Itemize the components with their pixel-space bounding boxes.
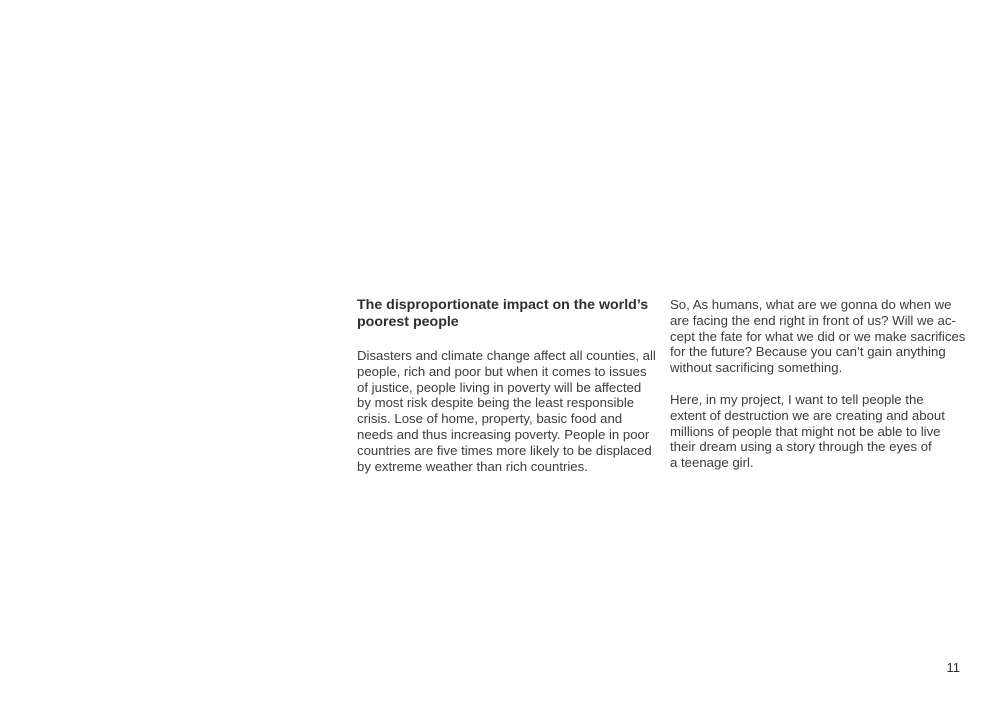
right-text-column — [670, 297, 966, 487]
paragraph-line: extent of destruction we are creating and about — [670, 407, 945, 423]
body-paragraph — [357, 348, 656, 474]
section-heading — [357, 297, 649, 331]
body-paragraph-2 — [670, 392, 962, 471]
heading-line: The disproportionate impact on the world’s — [357, 297, 649, 313]
paragraph-line: without sacrificing something. — [670, 360, 843, 376]
body-paragraph-1 — [670, 297, 966, 376]
paragraph-line: Here, in my project, I want to tell people the — [670, 391, 924, 407]
paragraph-line: crisis. Lose of home, property, basic food and — [357, 411, 623, 427]
paragraph-line: cept the fate for what we did or we make sacrifices — [670, 328, 966, 344]
paragraph-line: by most risk despite being the least responsible — [357, 395, 635, 411]
paragraph-line: people, rich and poor but when it comes to issues — [357, 363, 647, 379]
paragraph-line: their dream using a story through the eyes of — [670, 439, 932, 455]
paragraph-line: by extreme weather than rich countries. — [357, 458, 588, 474]
paragraph-line: countries are five times more likely to be displaced — [357, 442, 652, 458]
paragraph-line: millions of people that might not be able to live — [670, 423, 941, 439]
paragraph-line: are facing the end right in front of us? Will we ac- — [670, 312, 956, 328]
left-text-column — [357, 297, 656, 490]
page-number: 11 — [946, 660, 960, 675]
paragraph-line: of justice, people living in poverty will be affected — [357, 379, 642, 395]
paragraph-line: a teenage girl. — [670, 455, 754, 471]
paragraph-line: needs and thus increasing poverty. People in poor — [357, 426, 650, 442]
paragraph-line: Disasters and climate change affect all counties, all — [357, 348, 656, 363]
paragraph-line: So, As humans, what are we gonna do when we — [670, 297, 952, 312]
heading-line: poorest people — [357, 314, 459, 330]
paragraph-line: for the future? Because you can’t gain anything — [670, 344, 946, 360]
